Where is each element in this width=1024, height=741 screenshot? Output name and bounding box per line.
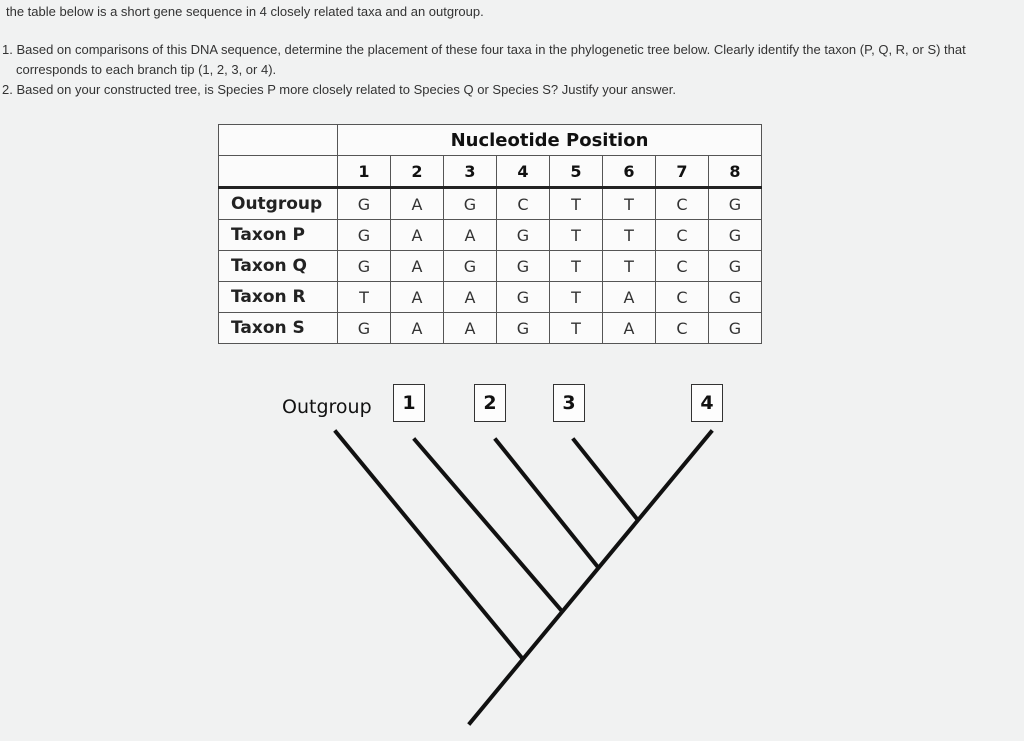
base-cell: C (656, 220, 709, 251)
base-cell: C (656, 188, 709, 220)
base-cell: T (603, 220, 656, 251)
base-cell: G (444, 251, 497, 282)
base-cell: A (603, 313, 656, 344)
base-cell: G (709, 251, 762, 282)
taxon-label: Taxon Q (219, 251, 338, 282)
base-cell: C (656, 251, 709, 282)
base-cell: A (444, 282, 497, 313)
taxon-label: Outgroup (219, 188, 338, 220)
base-cell: T (550, 313, 603, 344)
base-cell: C (497, 188, 550, 220)
position-cell: 3 (444, 156, 497, 188)
base-cell: G (338, 188, 391, 220)
base-cell: A (444, 313, 497, 344)
base-cell: G (709, 188, 762, 220)
position-cell: 2 (391, 156, 444, 188)
base-cell: A (391, 251, 444, 282)
tree-branch-trunk (470, 432, 711, 723)
position-cell: 8 (709, 156, 762, 188)
tree-branch-tip-3 (574, 440, 637, 519)
taxon-label: Taxon R (219, 282, 338, 313)
base-cell: A (444, 220, 497, 251)
position-cell: 4 (497, 156, 550, 188)
tree-branch-tip-1 (415, 440, 561, 610)
taxon-label: Taxon P (219, 220, 338, 251)
base-cell: T (550, 220, 603, 251)
base-cell: A (391, 220, 444, 251)
outgroup-label: Outgroup (282, 396, 372, 418)
base-cell: A (391, 313, 444, 344)
base-cell: G (497, 313, 550, 344)
base-cell: T (550, 188, 603, 220)
base-cell: A (391, 188, 444, 220)
base-cell: G (497, 220, 550, 251)
base-cell: C (656, 282, 709, 313)
table-header: Nucleotide Position (338, 125, 762, 156)
question-1-line-1: 1. Based on comparisons of this DNA sequence, determine the placement of these four taxa in the phylogenetic tree below. Clearly identify the taxon (P, Q, R, or S) that (2, 42, 966, 57)
taxon-label: Taxon S (219, 313, 338, 344)
tip-box-1: 1 (393, 384, 425, 422)
base-cell: G (709, 220, 762, 251)
base-cell: G (444, 188, 497, 220)
tree-branch-outgroup (336, 432, 522, 658)
base-cell: G (709, 313, 762, 344)
base-cell: T (603, 251, 656, 282)
base-cell: G (497, 251, 550, 282)
intro-text: the table below is a short gene sequence in 4 closely related taxa and an outgroup. (6, 4, 484, 19)
base-cell: G (338, 220, 391, 251)
base-cell: T (550, 251, 603, 282)
tip-box-3: 3 (553, 384, 585, 422)
base-cell: G (497, 282, 550, 313)
tree-branch-tip-2 (496, 440, 597, 566)
tip-box-4: 4 (691, 384, 723, 422)
tip-box-2: 2 (474, 384, 506, 422)
base-cell: G (338, 313, 391, 344)
base-cell: A (603, 282, 656, 313)
base-cell: T (550, 282, 603, 313)
position-cell: 5 (550, 156, 603, 188)
position-cell: 7 (656, 156, 709, 188)
position-cell: 6 (603, 156, 656, 188)
base-cell: C (656, 313, 709, 344)
question-2: 2. Based on your constructed tree, is Species P more closely related to Species Q or Species S? Justify your answer. (2, 82, 676, 97)
position-cell: 1 (338, 156, 391, 188)
base-cell: T (603, 188, 656, 220)
base-cell: G (709, 282, 762, 313)
question-1-line-2: corresponds to each branch tip (1, 2, 3, or 4). (16, 62, 277, 77)
base-cell: A (391, 282, 444, 313)
base-cell: G (338, 251, 391, 282)
base-cell: T (338, 282, 391, 313)
